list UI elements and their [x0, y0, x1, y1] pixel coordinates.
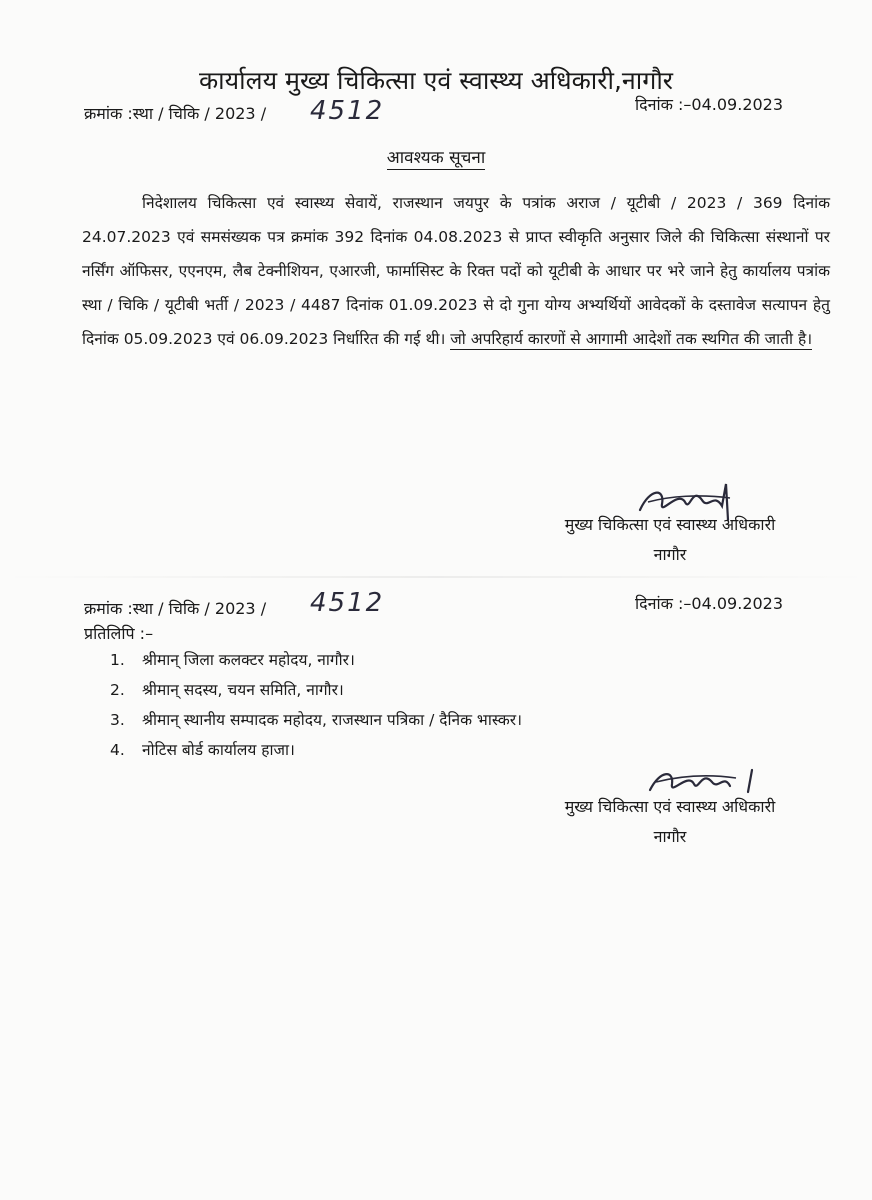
- signatory-designation: मुख्य चिकित्सा एवं स्वास्थ्य अधिकारी: [564, 515, 776, 534]
- list-item: 3. श्रीमान् स्थानीय सम्पादक महोदय, राजस्थान पत्रिका / दैनिक भास्कर।: [110, 711, 522, 729]
- notice-body-underlined: जो अपरिहार्य कारणों से आगामी आदेशों तक स्थगित की जाती है।: [450, 330, 813, 348]
- paper-fold: [0, 576, 872, 578]
- copy-handwritten-reference-number: 4512: [310, 588, 385, 618]
- handwritten-reference-number: 4512: [310, 96, 385, 126]
- notice-body: [82, 186, 830, 356]
- signature-block-1: [520, 510, 820, 570]
- office-title: कार्यालय मुख्य चिकित्सा एवं स्वास्थ्य अधिकारी,नागौर: [198, 66, 674, 95]
- signature-block-2: [520, 792, 820, 852]
- notice-body-text: निदेशालय चिकित्सा एवं स्वास्थ्य सेवायें, राजस्थान जयपुर के पत्रांक अराज / यूटीबी / 2023 / 369 दिनांक 24.07.2023 एवं समसंख्यक पत्र क्रमांक 392 दिनांक 04.08.2023 से प्राप्त स्वीकृति अनुसार जिले की चिकित्सा संस्थानों पर नर्सिंग ऑफिसर, एएनएम, लैब टेक्नीशियन, एआरजी, फार्मासिस्ट के रिक्त पदों को यूटीबी के आधार पर भरे जाने हेतु कार्यालय पत्रांक स्था / चिकि / यूटीबी भर्ती / 2023 / 4487 दिनांक 01.09.2023 से दो गुना योग्य अभ्यर्थियों आवेदकों के दस्तावेज सत्यापन हेतु दिनांक 05.09.2023 एवं 06.09.2023 निर्धारित की गई थी।: [82, 194, 830, 348]
- copy-letter-date: दिनांक :–04.09.2023: [635, 594, 784, 613]
- signatory-place: नागौर: [653, 827, 687, 846]
- notice-heading-text: आवश्यक सूचना: [386, 148, 486, 168]
- list-item: 4. नोटिस बोर्ड कार्यालय हाजा।: [110, 741, 295, 759]
- signatory-designation: मुख्य चिकित्सा एवं स्वास्थ्य अधिकारी: [564, 797, 776, 816]
- list-item: 1. श्रीमान् जिला कलक्टर महोदय, नागौर।: [110, 651, 355, 669]
- letter-date: दिनांक :–04.09.2023: [635, 95, 784, 114]
- notice-heading: [0, 145, 872, 168]
- copy-to-label: प्रतिलिपि :–: [84, 624, 154, 643]
- copy-recipient-list: [110, 645, 522, 765]
- copy-reference-number-label: क्रमांक :स्था / चिकि / 2023 /: [84, 599, 267, 618]
- signatory-place: नागौर: [653, 545, 687, 564]
- list-item: 2. श्रीमान् सदस्य, चयन समिति, नागौर।: [110, 681, 344, 699]
- reference-number-label: क्रमांक :स्था / चिकि / 2023 /: [84, 104, 267, 123]
